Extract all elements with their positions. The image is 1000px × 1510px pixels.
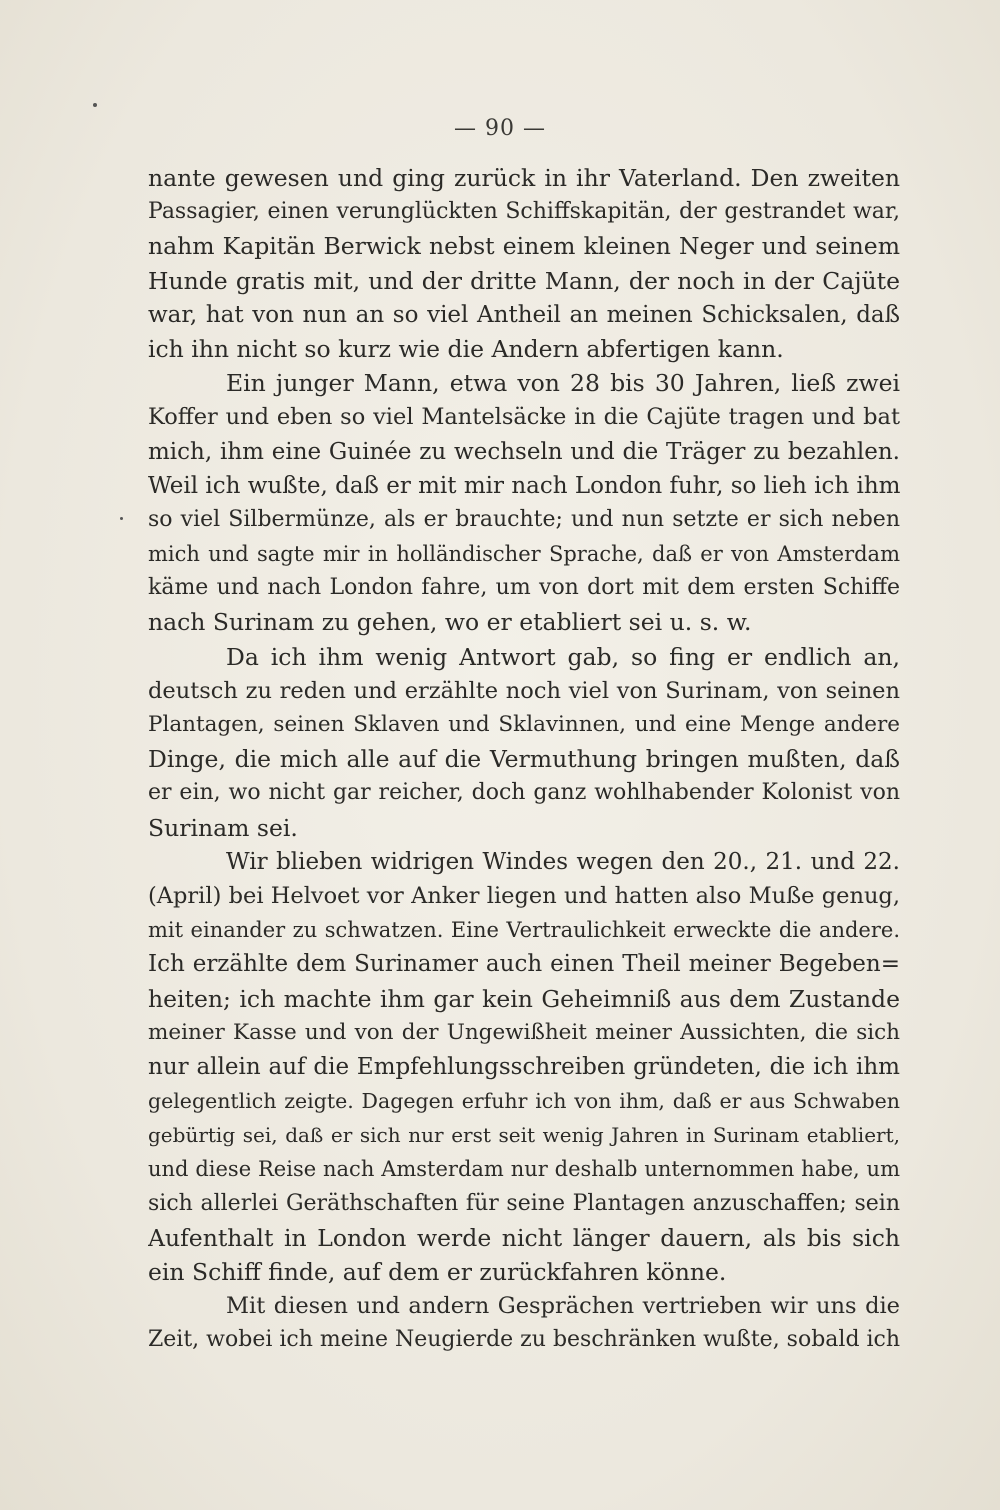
text-line: mich, ihm eine Guinée zu wechseln und die Träger zu bezahlen. bbox=[148, 438, 900, 465]
ink-speck bbox=[120, 517, 123, 520]
text-line: mich und sagte mir in holländischer Sprache, daß er von Amsterdam bbox=[148, 542, 900, 567]
text-line: sich allerlei Geräthschaften für seine Plantagen anzuschaffen; sein bbox=[148, 1190, 900, 1216]
paragraph-start-line: Wir blieben widrigen Windes wegen den 20., 21. und 22. bbox=[226, 848, 900, 875]
text-line: heiten; ich machte ihm gar kein Geheimniß aus dem Zustande bbox=[148, 984, 900, 1013]
text-line: gelegentlich zeigte. Dagegen erfuhr ich von ihm, daß er aus Schwaben bbox=[148, 1089, 900, 1114]
body-text bbox=[148, 161, 900, 1358]
text-line: war, hat von nun an so viel Antheil an meinen Schicksalen, daß bbox=[148, 301, 900, 328]
paragraph-start-line: Da ich ihm wenig Antwort gab, so fing er endlich an, bbox=[226, 642, 900, 671]
text-line: gebürtig sei, daß er sich nur erst seit wenig Jahren in Surinam etabliert, bbox=[148, 1123, 900, 1148]
text-line: Dinge, die mich alle auf die Vermuthung bringen mußten, daß bbox=[148, 745, 900, 774]
ink-speck bbox=[93, 103, 97, 107]
text-line: ich ihn nicht so kurz wie die Andern abfertigen kann. bbox=[148, 334, 784, 363]
text-line: meiner Kasse und von der Ungewißheit meiner Aussichten, die sich bbox=[148, 1019, 900, 1045]
text-line: Weil ich wußte, daß er mit mir nach London fuhr, so lieh ich ihm bbox=[148, 472, 900, 499]
text-line: Aufenthalt in London werde nicht länger dauern, als bis sich bbox=[148, 1223, 900, 1252]
text-line: nante gewesen und ging zurück in ihr Vaterland. Den zweiten bbox=[148, 164, 900, 192]
text-line: nahm Kapitän Berwick nebst einem kleinen Neger und seinem bbox=[148, 232, 900, 261]
page-number: — 90 — bbox=[454, 116, 546, 141]
text-line: Passagier, einen verunglückten Schiffskapitän, der gestrandet war, bbox=[148, 199, 900, 225]
text-line: so viel Silbermünze, als er brauchte; und nun setzte er sich neben bbox=[148, 506, 900, 532]
text-line: ein Schiff finde, auf dem er zurückfahren könne. bbox=[148, 1258, 727, 1286]
text-line: er ein, wo nicht gar reicher, doch ganz wohlhabender Kolonist von bbox=[148, 780, 900, 806]
text-line: (April) bei Helvoet vor Anker liegen und hatten also Muße genug, bbox=[148, 882, 900, 909]
text-line: Surinam sei. bbox=[148, 813, 298, 842]
text-line: Plantagen, seinen Sklaven und Sklavinnen, und eine Menge andere bbox=[148, 712, 900, 737]
text-line: Ich erzählte dem Surinamer auch einen Theil meiner Begeben= bbox=[148, 951, 900, 978]
text-line: mit einander zu schwatzen. Eine Vertraulichkeit erweckte die andere. bbox=[148, 918, 900, 943]
text-line: käme und nach London fahre, um von dort mit dem ersten Schiffe bbox=[148, 575, 900, 601]
text-line: Koffer und eben so viel Mantelsäcke in die Cajüte tragen und bat bbox=[148, 404, 900, 431]
text-line: und diese Reise nach Amsterdam nur deshalb unternommen habe, um bbox=[148, 1157, 900, 1182]
text-line: deutsch zu reden und erzählte noch viel von Surinam, von seinen bbox=[148, 677, 900, 704]
paragraph-start-line: Ein junger Mann, etwa von 28 bis 30 Jahren, ließ zwei bbox=[226, 369, 900, 398]
text-line: nach Surinam zu gehen, wo er etabliert sei u. s. w. bbox=[148, 608, 752, 637]
text-line: Zeit, wobei ich meine Neugierde zu beschränken wußte, sobald ich bbox=[148, 1327, 900, 1353]
paragraph-start-line: Mit diesen und andern Gesprächen vertrieben wir uns die bbox=[226, 1293, 900, 1320]
text-line: nur allein auf die Empfehlungsschreiben gründeten, die ich ihm bbox=[148, 1053, 900, 1080]
text-line: Hunde gratis mit, und der dritte Mann, der noch in der Cajüte bbox=[148, 266, 900, 295]
